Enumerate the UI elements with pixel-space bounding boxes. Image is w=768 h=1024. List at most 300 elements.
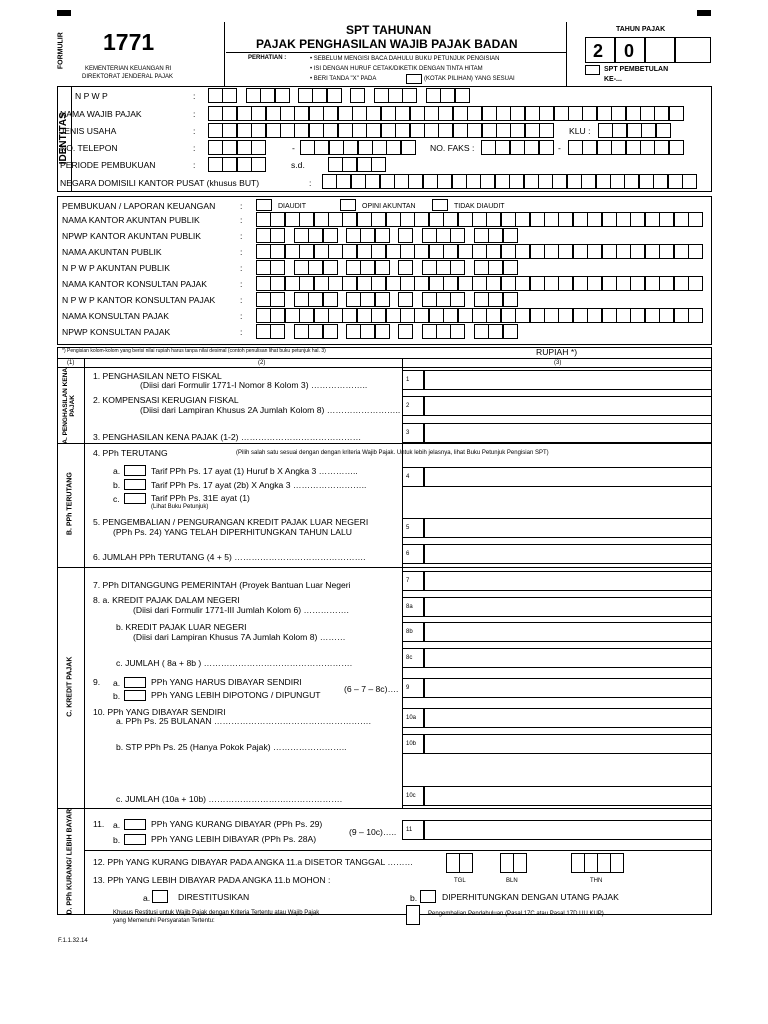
- nama-wp-cell[interactable]: [582, 106, 597, 121]
- akuntan-name-cell[interactable]: [472, 212, 487, 227]
- akuntan-npwp-cell[interactable]: [422, 292, 437, 307]
- telepon-num-cell[interactable]: [314, 140, 329, 155]
- akuntan-name-cell[interactable]: [429, 244, 444, 259]
- akuntan-name-cell[interactable]: [645, 212, 660, 227]
- periode-start-cell[interactable]: [208, 157, 223, 172]
- akuntan-name-cell[interactable]: [270, 212, 285, 227]
- nama-wp-cell[interactable]: [453, 106, 468, 121]
- nama-wp-cell[interactable]: [395, 106, 410, 121]
- year-box-3[interactable]: [645, 37, 675, 63]
- akuntan-name-cell[interactable]: [602, 212, 617, 227]
- thn-box-2[interactable]: [584, 853, 598, 873]
- amount-field[interactable]: [424, 423, 712, 443]
- akuntan-name-cell[interactable]: [371, 308, 386, 323]
- faks-num-cell[interactable]: [640, 140, 655, 155]
- negara-cell[interactable]: [624, 174, 639, 189]
- akuntan-name-cell[interactable]: [414, 276, 429, 291]
- akuntan-name-cell[interactable]: [573, 308, 588, 323]
- akuntan-name-cell[interactable]: [630, 244, 645, 259]
- jenis-usaha-cell[interactable]: [496, 123, 511, 138]
- akuntan-npwp-cell[interactable]: [422, 324, 437, 339]
- akuntan-name-cell[interactable]: [515, 244, 530, 259]
- akuntan-name-cell[interactable]: [587, 212, 602, 227]
- akuntan-name-cell[interactable]: [587, 308, 602, 323]
- akuntan-name-cell[interactable]: [659, 308, 674, 323]
- periode-end-cell[interactable]: [371, 157, 386, 172]
- nama-wp-cell[interactable]: [381, 106, 396, 121]
- negara-cell[interactable]: [408, 174, 423, 189]
- akuntan-name-cell[interactable]: [573, 276, 588, 291]
- negara-cell[interactable]: [322, 174, 337, 189]
- negara-cell[interactable]: [682, 174, 697, 189]
- akuntan-name-cell[interactable]: [314, 212, 329, 227]
- akuntan-name-cell[interactable]: [515, 276, 530, 291]
- nama-wp-cell[interactable]: [237, 106, 252, 121]
- diaudit-checkbox[interactable]: [256, 199, 272, 211]
- akuntan-name-cell[interactable]: [472, 276, 487, 291]
- akuntan-npwp-cell[interactable]: [474, 228, 489, 243]
- diperhitungkan-checkbox[interactable]: [420, 890, 436, 903]
- akuntan-name-cell[interactable]: [270, 276, 285, 291]
- akuntan-name-cell[interactable]: [530, 244, 545, 259]
- jenis-usaha-cell[interactable]: [309, 123, 324, 138]
- akuntan-name-cell[interactable]: [616, 308, 631, 323]
- akuntan-name-cell[interactable]: [328, 244, 343, 259]
- akuntan-npwp-cell[interactable]: [398, 324, 413, 339]
- faks-num-cell[interactable]: [626, 140, 641, 155]
- akuntan-name-cell[interactable]: [443, 244, 458, 259]
- row-4c-checkbox[interactable]: [124, 493, 146, 504]
- akuntan-name-cell[interactable]: [371, 212, 386, 227]
- akuntan-name-cell[interactable]: [616, 244, 631, 259]
- jenis-usaha-cell[interactable]: [410, 123, 425, 138]
- negara-cell[interactable]: [423, 174, 438, 189]
- npwp-cell[interactable]: [374, 88, 389, 103]
- faks-cell[interactable]: [524, 140, 539, 155]
- npwp-cell[interactable]: [260, 88, 275, 103]
- nama-wp-cell[interactable]: [525, 106, 540, 121]
- akuntan-name-cell[interactable]: [458, 308, 473, 323]
- nama-wp-cell[interactable]: [496, 106, 511, 121]
- npwp-cell[interactable]: [327, 88, 342, 103]
- nama-wp-cell[interactable]: [309, 106, 324, 121]
- akuntan-name-cell[interactable]: [443, 276, 458, 291]
- amount-field[interactable]: [424, 678, 712, 698]
- amount-field[interactable]: [424, 396, 712, 416]
- amount-field[interactable]: [424, 518, 712, 538]
- akuntan-name-cell[interactable]: [414, 212, 429, 227]
- akuntan-name-cell[interactable]: [486, 212, 501, 227]
- akuntan-name-cell[interactable]: [558, 212, 573, 227]
- akuntan-npwp-cell[interactable]: [360, 324, 375, 339]
- akuntan-npwp-cell[interactable]: [323, 228, 338, 243]
- nama-wp-cell[interactable]: [554, 106, 569, 121]
- akuntan-name-cell[interactable]: [674, 308, 689, 323]
- direstitusikan-checkbox[interactable]: [152, 890, 168, 903]
- amount-field[interactable]: [424, 820, 712, 840]
- akuntan-name-cell[interactable]: [371, 244, 386, 259]
- jenis-usaha-cell[interactable]: [482, 123, 497, 138]
- akuntan-npwp-cell[interactable]: [436, 324, 451, 339]
- nama-wp-cell[interactable]: [568, 106, 583, 121]
- akuntan-name-cell[interactable]: [386, 308, 401, 323]
- nama-wp-cell[interactable]: [410, 106, 425, 121]
- jenis-usaha-cell[interactable]: [395, 123, 410, 138]
- negara-cell[interactable]: [653, 174, 668, 189]
- nama-wp-cell[interactable]: [251, 106, 266, 121]
- klu-cell[interactable]: [612, 123, 627, 138]
- akuntan-npwp-cell[interactable]: [375, 260, 390, 275]
- amount-field[interactable]: [424, 544, 712, 564]
- akuntan-npwp-cell[interactable]: [474, 324, 489, 339]
- negara-cell[interactable]: [581, 174, 596, 189]
- akuntan-name-cell[interactable]: [544, 276, 559, 291]
- akuntan-name-cell[interactable]: [357, 276, 372, 291]
- akuntan-name-cell[interactable]: [270, 308, 285, 323]
- npwp-cell[interactable]: [208, 88, 223, 103]
- akuntan-name-cell[interactable]: [342, 212, 357, 227]
- periode-start-cell[interactable]: [251, 157, 266, 172]
- akuntan-npwp-cell[interactable]: [294, 292, 309, 307]
- negara-cell[interactable]: [509, 174, 524, 189]
- amount-field[interactable]: [424, 370, 712, 390]
- bln-box-1[interactable]: [500, 853, 514, 873]
- npwp-cell[interactable]: [246, 88, 261, 103]
- klu-cell[interactable]: [641, 123, 656, 138]
- pengembalian-checkbox[interactable]: [406, 905, 420, 925]
- jenis-usaha-cell[interactable]: [381, 123, 396, 138]
- akuntan-name-cell[interactable]: [558, 276, 573, 291]
- akuntan-name-cell[interactable]: [616, 276, 631, 291]
- akuntan-name-cell[interactable]: [472, 308, 487, 323]
- jenis-usaha-cell[interactable]: [510, 123, 525, 138]
- akuntan-name-cell[interactable]: [573, 212, 588, 227]
- telepon-num-cell[interactable]: [329, 140, 344, 155]
- nama-wp-cell[interactable]: [611, 106, 626, 121]
- nama-wp-cell[interactable]: [208, 106, 223, 121]
- npwp-cell[interactable]: [402, 88, 417, 103]
- akuntan-npwp-cell[interactable]: [450, 228, 465, 243]
- faks-cell[interactable]: [481, 140, 496, 155]
- akuntan-npwp-cell[interactable]: [488, 292, 503, 307]
- npwp-cell[interactable]: [222, 88, 237, 103]
- akuntan-npwp-cell[interactable]: [346, 228, 361, 243]
- akuntan-name-cell[interactable]: [371, 276, 386, 291]
- akuntan-name-cell[interactable]: [587, 244, 602, 259]
- akuntan-name-cell[interactable]: [602, 244, 617, 259]
- akuntan-npwp-cell[interactable]: [346, 324, 361, 339]
- negara-cell[interactable]: [336, 174, 351, 189]
- row-9b-checkbox[interactable]: [124, 690, 146, 701]
- opini-checkbox[interactable]: [340, 199, 356, 211]
- akuntan-npwp-cell[interactable]: [375, 324, 390, 339]
- akuntan-name-cell[interactable]: [630, 308, 645, 323]
- akuntan-npwp-cell[interactable]: [256, 228, 271, 243]
- jenis-usaha-cell[interactable]: [222, 123, 237, 138]
- thn-box-3[interactable]: [597, 853, 611, 873]
- npwp-cell[interactable]: [440, 88, 455, 103]
- negara-cell[interactable]: [480, 174, 495, 189]
- negara-cell[interactable]: [380, 174, 395, 189]
- akuntan-npwp-cell[interactable]: [474, 260, 489, 275]
- akuntan-npwp-cell[interactable]: [503, 324, 518, 339]
- akuntan-name-cell[interactable]: [256, 308, 271, 323]
- akuntan-name-cell[interactable]: [501, 244, 516, 259]
- akuntan-npwp-cell[interactable]: [294, 228, 309, 243]
- telepon-num-cell[interactable]: [386, 140, 401, 155]
- negara-cell[interactable]: [567, 174, 582, 189]
- negara-cell[interactable]: [365, 174, 380, 189]
- nama-wp-cell[interactable]: [626, 106, 641, 121]
- akuntan-name-cell[interactable]: [357, 212, 372, 227]
- akuntan-name-cell[interactable]: [314, 244, 329, 259]
- akuntan-npwp-cell[interactable]: [503, 292, 518, 307]
- npwp-cell[interactable]: [312, 88, 327, 103]
- akuntan-npwp-cell[interactable]: [323, 324, 338, 339]
- negara-cell[interactable]: [437, 174, 452, 189]
- jenis-usaha-cell[interactable]: [467, 123, 482, 138]
- akuntan-npwp-cell[interactable]: [256, 292, 271, 307]
- akuntan-name-cell[interactable]: [674, 244, 689, 259]
- negara-cell[interactable]: [466, 174, 481, 189]
- amount-field[interactable]: [424, 597, 712, 617]
- akuntan-name-cell[interactable]: [328, 212, 343, 227]
- akuntan-name-cell[interactable]: [558, 308, 573, 323]
- tgl-box-1[interactable]: [446, 853, 460, 873]
- nama-wp-cell[interactable]: [366, 106, 381, 121]
- akuntan-name-cell[interactable]: [443, 308, 458, 323]
- akuntan-name-cell[interactable]: [530, 276, 545, 291]
- akuntan-name-cell[interactable]: [270, 244, 285, 259]
- faks-num-cell[interactable]: [669, 140, 684, 155]
- nama-wp-cell[interactable]: [424, 106, 439, 121]
- akuntan-name-cell[interactable]: [645, 308, 660, 323]
- akuntan-name-cell[interactable]: [299, 212, 314, 227]
- row-11b-checkbox[interactable]: [124, 834, 146, 845]
- akuntan-npwp-cell[interactable]: [398, 292, 413, 307]
- akuntan-name-cell[interactable]: [501, 308, 516, 323]
- akuntan-name-cell[interactable]: [674, 212, 689, 227]
- akuntan-name-cell[interactable]: [256, 276, 271, 291]
- akuntan-name-cell[interactable]: [386, 244, 401, 259]
- faks-cell[interactable]: [510, 140, 525, 155]
- jenis-usaha-cell[interactable]: [338, 123, 353, 138]
- akuntan-npwp-cell[interactable]: [323, 292, 338, 307]
- akuntan-name-cell[interactable]: [342, 244, 357, 259]
- akuntan-npwp-cell[interactable]: [375, 292, 390, 307]
- jenis-usaha-cell[interactable]: [525, 123, 540, 138]
- tgl-box-2[interactable]: [459, 853, 473, 873]
- akuntan-npwp-cell[interactable]: [360, 292, 375, 307]
- row-4a-checkbox[interactable]: [124, 465, 146, 476]
- akuntan-name-cell[interactable]: [645, 244, 660, 259]
- pembetulan-checkbox[interactable]: [585, 65, 600, 75]
- akuntan-name-cell[interactable]: [386, 276, 401, 291]
- akuntan-npwp-cell[interactable]: [375, 228, 390, 243]
- akuntan-name-cell[interactable]: [544, 212, 559, 227]
- negara-cell[interactable]: [495, 174, 510, 189]
- akuntan-name-cell[interactable]: [314, 308, 329, 323]
- akuntan-npwp-cell[interactable]: [450, 292, 465, 307]
- nama-wp-cell[interactable]: [510, 106, 525, 121]
- faks-cell[interactable]: [495, 140, 510, 155]
- akuntan-name-cell[interactable]: [429, 212, 444, 227]
- amount-field[interactable]: [424, 467, 712, 487]
- akuntan-npwp-cell[interactable]: [436, 260, 451, 275]
- telepon-cell[interactable]: [237, 140, 252, 155]
- akuntan-npwp-cell[interactable]: [346, 292, 361, 307]
- amount-field[interactable]: [424, 648, 712, 668]
- akuntan-npwp-cell[interactable]: [422, 260, 437, 275]
- negara-cell[interactable]: [538, 174, 553, 189]
- akuntan-name-cell[interactable]: [314, 276, 329, 291]
- akuntan-npwp-cell[interactable]: [436, 292, 451, 307]
- akuntan-npwp-cell[interactable]: [398, 260, 413, 275]
- negara-cell[interactable]: [596, 174, 611, 189]
- akuntan-name-cell[interactable]: [486, 276, 501, 291]
- nama-wp-cell[interactable]: [294, 106, 309, 121]
- akuntan-npwp-cell[interactable]: [398, 228, 413, 243]
- akuntan-name-cell[interactable]: [299, 308, 314, 323]
- npwp-cell[interactable]: [298, 88, 313, 103]
- akuntan-npwp-cell[interactable]: [270, 324, 285, 339]
- amount-field[interactable]: [424, 708, 712, 728]
- npwp-cell[interactable]: [275, 88, 290, 103]
- akuntan-npwp-cell[interactable]: [450, 324, 465, 339]
- negara-cell[interactable]: [552, 174, 567, 189]
- negara-cell[interactable]: [668, 174, 683, 189]
- akuntan-npwp-cell[interactable]: [294, 324, 309, 339]
- akuntan-name-cell[interactable]: [659, 212, 674, 227]
- akuntan-name-cell[interactable]: [458, 212, 473, 227]
- akuntan-name-cell[interactable]: [285, 212, 300, 227]
- faks-num-cell[interactable]: [568, 140, 583, 155]
- faks-num-cell[interactable]: [611, 140, 626, 155]
- periode-end-cell[interactable]: [357, 157, 372, 172]
- faks-num-cell[interactable]: [582, 140, 597, 155]
- akuntan-name-cell[interactable]: [688, 244, 703, 259]
- akuntan-name-cell[interactable]: [256, 244, 271, 259]
- nama-wp-cell[interactable]: [482, 106, 497, 121]
- akuntan-name-cell[interactable]: [328, 308, 343, 323]
- akuntan-name-cell[interactable]: [587, 276, 602, 291]
- telepon-num-cell[interactable]: [300, 140, 315, 155]
- akuntan-name-cell[interactable]: [285, 244, 300, 259]
- telepon-cell[interactable]: [208, 140, 223, 155]
- akuntan-name-cell[interactable]: [299, 244, 314, 259]
- npwp-cell[interactable]: [455, 88, 470, 103]
- akuntan-npwp-cell[interactable]: [488, 228, 503, 243]
- akuntan-name-cell[interactable]: [602, 308, 617, 323]
- akuntan-npwp-cell[interactable]: [270, 260, 285, 275]
- npwp-cell[interactable]: [426, 88, 441, 103]
- faks-num-cell[interactable]: [654, 140, 669, 155]
- akuntan-name-cell[interactable]: [645, 276, 660, 291]
- akuntan-name-cell[interactable]: [573, 244, 588, 259]
- akuntan-name-cell[interactable]: [486, 308, 501, 323]
- jenis-usaha-cell[interactable]: [323, 123, 338, 138]
- akuntan-name-cell[interactable]: [630, 212, 645, 227]
- nama-wp-cell[interactable]: [539, 106, 554, 121]
- akuntan-name-cell[interactable]: [630, 276, 645, 291]
- akuntan-name-cell[interactable]: [501, 276, 516, 291]
- akuntan-npwp-cell[interactable]: [488, 324, 503, 339]
- negara-cell[interactable]: [351, 174, 366, 189]
- akuntan-npwp-cell[interactable]: [474, 292, 489, 307]
- akuntan-name-cell[interactable]: [688, 276, 703, 291]
- nama-wp-cell[interactable]: [323, 106, 338, 121]
- akuntan-name-cell[interactable]: [285, 308, 300, 323]
- akuntan-name-cell[interactable]: [429, 276, 444, 291]
- akuntan-name-cell[interactable]: [414, 244, 429, 259]
- periode-end-cell[interactable]: [342, 157, 357, 172]
- akuntan-name-cell[interactable]: [299, 276, 314, 291]
- akuntan-name-cell[interactable]: [357, 308, 372, 323]
- nama-wp-cell[interactable]: [640, 106, 655, 121]
- akuntan-name-cell[interactable]: [659, 244, 674, 259]
- negara-cell[interactable]: [610, 174, 625, 189]
- akuntan-npwp-cell[interactable]: [503, 228, 518, 243]
- telepon-cell[interactable]: [251, 140, 266, 155]
- thn-box-4[interactable]: [610, 853, 624, 873]
- akuntan-name-cell[interactable]: [558, 244, 573, 259]
- akuntan-name-cell[interactable]: [342, 276, 357, 291]
- jenis-usaha-cell[interactable]: [251, 123, 266, 138]
- nama-wp-cell[interactable]: [222, 106, 237, 121]
- akuntan-name-cell[interactable]: [400, 308, 415, 323]
- amount-field[interactable]: [424, 734, 712, 754]
- akuntan-npwp-cell[interactable]: [346, 260, 361, 275]
- amount-field[interactable]: [424, 571, 712, 591]
- negara-cell[interactable]: [394, 174, 409, 189]
- nama-wp-cell[interactable]: [467, 106, 482, 121]
- row-9a-checkbox[interactable]: [124, 677, 146, 688]
- amount-field[interactable]: [424, 622, 712, 642]
- akuntan-name-cell[interactable]: [256, 212, 271, 227]
- telepon-num-cell[interactable]: [401, 140, 416, 155]
- akuntan-npwp-cell[interactable]: [488, 260, 503, 275]
- akuntan-name-cell[interactable]: [515, 308, 530, 323]
- jenis-usaha-cell[interactable]: [453, 123, 468, 138]
- akuntan-npwp-cell[interactable]: [308, 260, 323, 275]
- akuntan-name-cell[interactable]: [688, 308, 703, 323]
- jenis-usaha-cell[interactable]: [366, 123, 381, 138]
- negara-cell[interactable]: [524, 174, 539, 189]
- klu-cell[interactable]: [627, 123, 642, 138]
- periode-end-cell[interactable]: [328, 157, 343, 172]
- telepon-cell[interactable]: [222, 140, 237, 155]
- akuntan-name-cell[interactable]: [544, 244, 559, 259]
- akuntan-name-cell[interactable]: [659, 276, 674, 291]
- akuntan-name-cell[interactable]: [443, 212, 458, 227]
- akuntan-npwp-cell[interactable]: [270, 292, 285, 307]
- jenis-usaha-cell[interactable]: [208, 123, 223, 138]
- nama-wp-cell[interactable]: [438, 106, 453, 121]
- akuntan-name-cell[interactable]: [285, 276, 300, 291]
- jenis-usaha-cell[interactable]: [352, 123, 367, 138]
- akuntan-npwp-cell[interactable]: [422, 228, 437, 243]
- akuntan-name-cell[interactable]: [328, 276, 343, 291]
- akuntan-name-cell[interactable]: [501, 212, 516, 227]
- akuntan-name-cell[interactable]: [544, 308, 559, 323]
- nama-wp-cell[interactable]: [669, 106, 684, 121]
- akuntan-npwp-cell[interactable]: [256, 260, 271, 275]
- akuntan-name-cell[interactable]: [674, 276, 689, 291]
- akuntan-npwp-cell[interactable]: [308, 324, 323, 339]
- row-11a-checkbox[interactable]: [124, 819, 146, 830]
- amount-field[interactable]: [424, 786, 712, 806]
- nama-wp-cell[interactable]: [266, 106, 281, 121]
